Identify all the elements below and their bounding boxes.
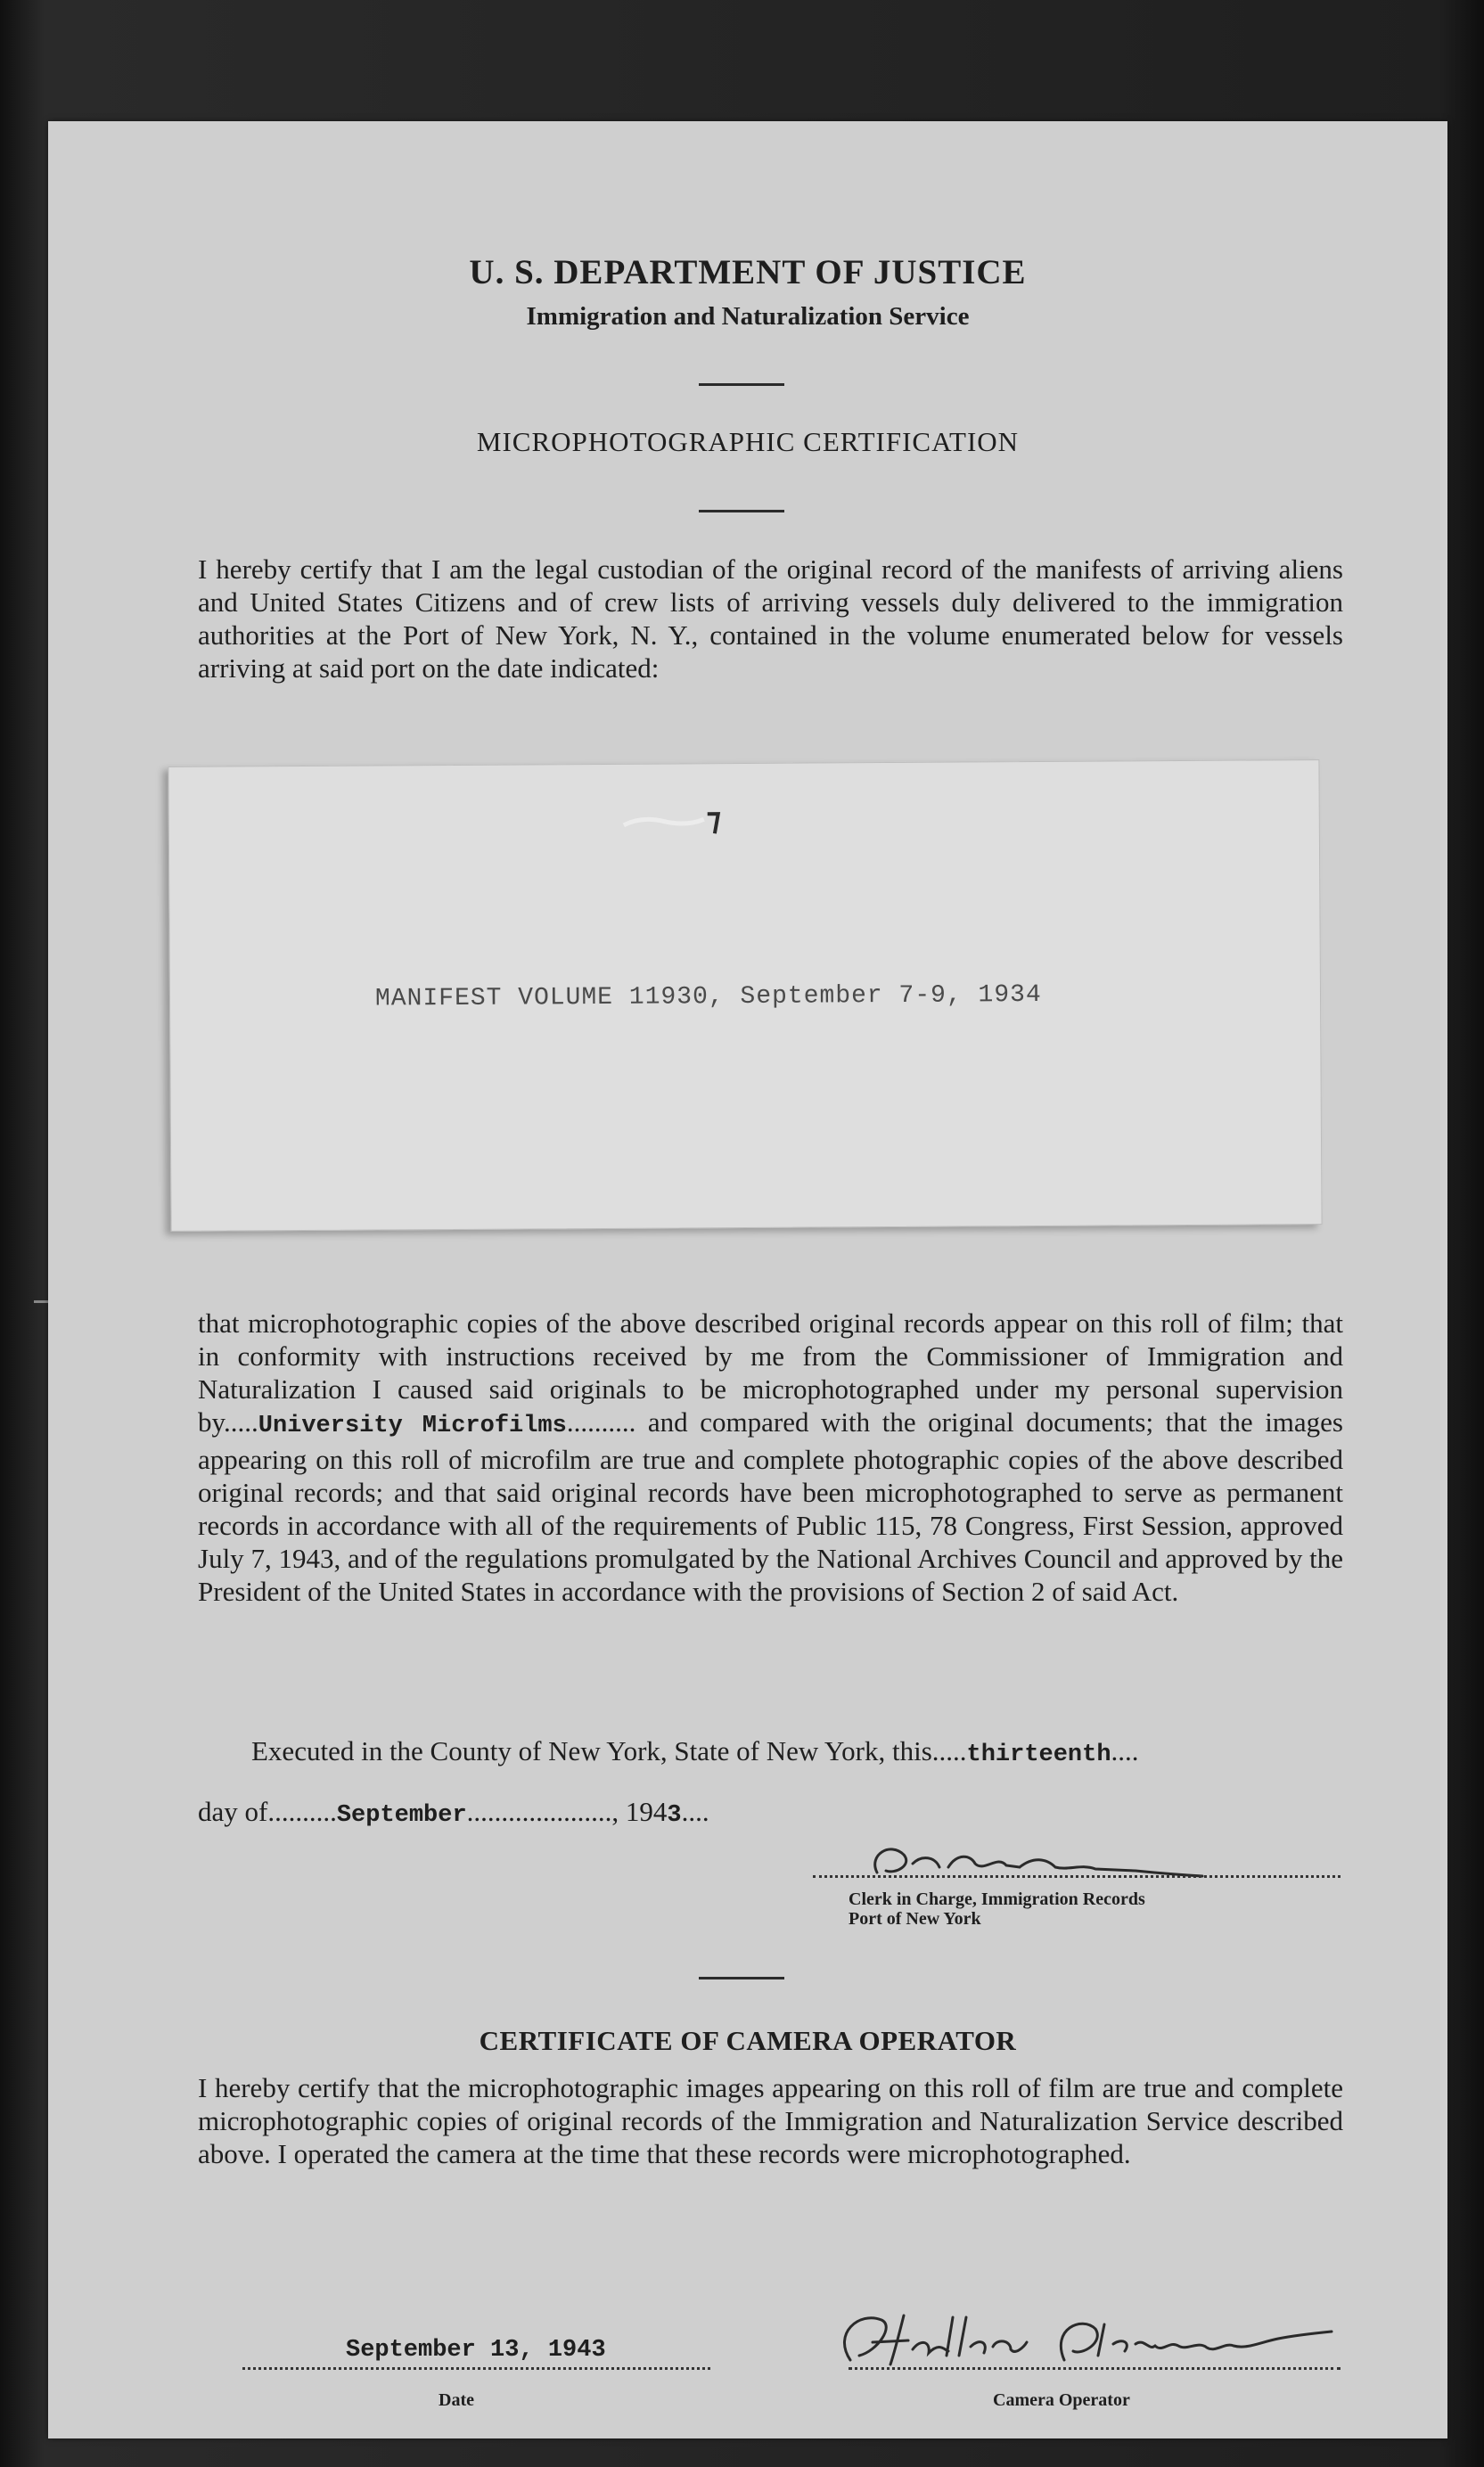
custodian-paragraph: I hereby certify that I am the legal custodian of the original record of the manifests of arriving aliens and United States Citizens and of crew lists of arriving vessels duly delivered to the immigration authorities at the Port of New York, N. Y., contained in the volume enumerated below for vessels arriving at said port on the date indicated:: [198, 553, 1343, 684]
microfilm-text-after: and compared with the original documents; that the images appearing on this roll of microfilm are true and complete photographic copies of the above described original records; and that said original records have been microphotographed to serve as permanent records in accordance with all of the requirements of Public 115, 78 Congress, First Session, approved July 7, 1943, and of the regulations promulgated by the National Archives Council and approved by the President of the United States in accordance with the provisions of Section 2 of said Act.: [198, 1406, 1343, 1607]
dot-leader: ....: [681, 1796, 709, 1827]
execution-day: thirteenth: [966, 1742, 1111, 1768]
clerk-port: Port of New York: [849, 1909, 981, 1929]
dot-leader: ..........: [267, 1796, 337, 1827]
manifest-volume-text: MANIFEST VOLUME 11930, September 7-9, 1934: [374, 980, 1042, 1013]
microfilm-company: University Microfilms: [258, 1413, 567, 1439]
department-heading: U. S. DEPARTMENT OF JUSTICE: [469, 253, 1027, 291]
day-of-label: day of: [198, 1796, 268, 1827]
dot-leader: ....: [1111, 1735, 1139, 1766]
certificate-page: [48, 121, 1447, 2438]
date-label: Date: [439, 2390, 474, 2410]
camera-operator-line: [849, 2367, 1341, 2370]
scan-edge-mark: [34, 1300, 48, 1303]
execution-line: [251, 1734, 1139, 1772]
year-digit: 3: [667, 1802, 682, 1829]
service-subheading: Immigration and Naturalization Service: [526, 302, 970, 331]
dot-leader: .....: [224, 1406, 258, 1438]
dot-leader: ..........: [566, 1406, 648, 1438]
certificate-date: September 13, 1943: [346, 2337, 606, 2364]
stamp-mark: [615, 808, 722, 836]
microfilm-paragraph: [198, 1307, 1343, 1608]
clerk-signature-line: [813, 1875, 1341, 1878]
certification-title: MICROPHOTOGRAPHIC CERTIFICATION: [476, 426, 1020, 457]
dot-leader: .....: [931, 1735, 967, 1766]
clerk-signature: [850, 1837, 1314, 1890]
volume-card: [168, 759, 1322, 1232]
execution-month: September: [336, 1802, 467, 1829]
date-line: [242, 2367, 710, 2370]
camera-certificate-title: CERTIFICATE OF CAMERA OPERATOR: [479, 2025, 1017, 2056]
microfilm-text-before: that microphotographic copies of the above described original records appear on this roll of film; that in conformity with instructions received by me from the Commissioner of Immigration and Naturalization I caused said originals to be microphotographed under my personal supervision by: [198, 1307, 1343, 1438]
camera-operator-label: Camera Operator: [993, 2390, 1130, 2410]
divider: [699, 510, 784, 512]
clerk-title: Clerk in Charge, Immigration Records: [849, 1889, 1145, 1909]
divider: [699, 1977, 784, 1979]
dot-leader: .....................,: [466, 1796, 619, 1827]
day-of-line: [198, 1795, 709, 1832]
execution-prefix: Executed in the County of New York, State of New York, this: [251, 1735, 932, 1766]
year-prefix: 194: [625, 1796, 668, 1827]
divider: [699, 383, 784, 386]
camera-certificate-paragraph: I hereby certify that the microphotographic images appearing on this roll of film are true and complete microphotographic copies of original records of the Immigration and Naturalization Service described above. I operated the camera at the time that these records were microphotographed.: [198, 2072, 1343, 2169]
